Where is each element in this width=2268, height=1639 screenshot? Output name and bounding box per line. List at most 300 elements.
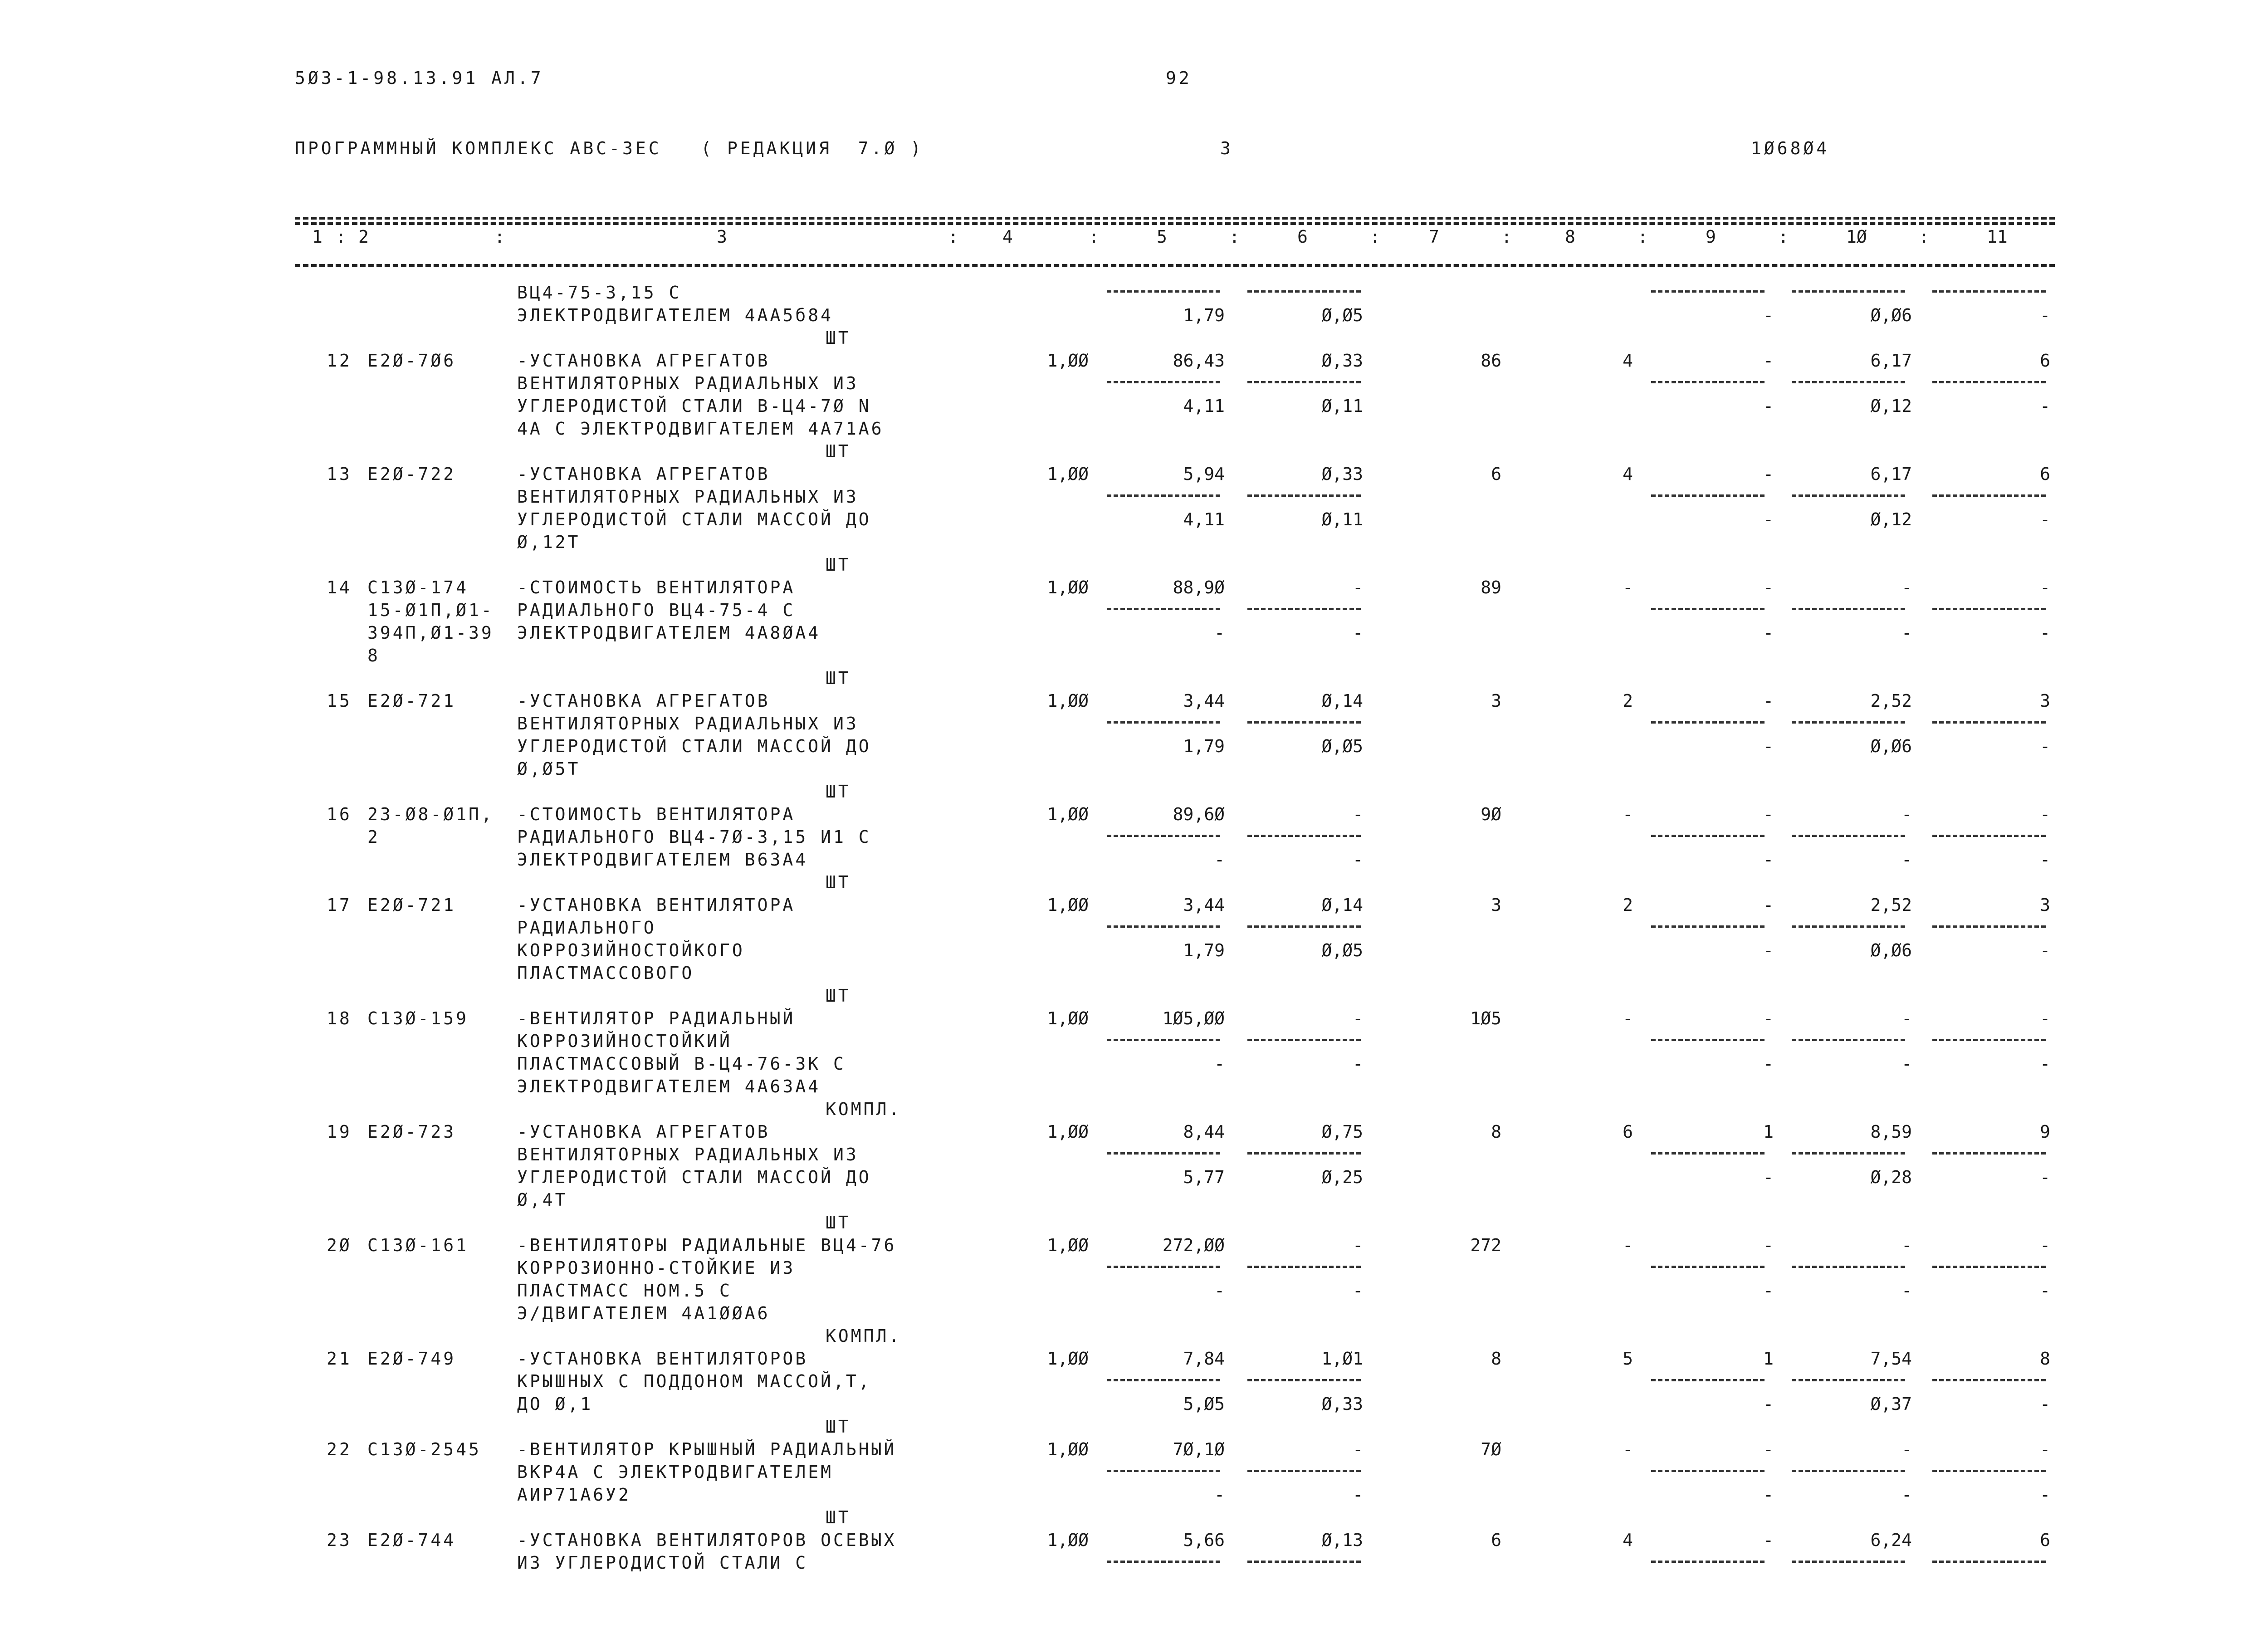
row-col6-b: Ø,25 bbox=[1321, 1167, 1363, 1187]
row-unit: ШТ bbox=[826, 986, 851, 1006]
column-separator: : bbox=[1501, 227, 1512, 247]
underline-rule bbox=[1651, 1470, 1765, 1472]
underline-rule bbox=[1247, 1266, 1361, 1268]
row-col10: 2,52 bbox=[1870, 691, 1912, 711]
row-col5: 89,6Ø bbox=[1173, 804, 1225, 824]
header-rule bbox=[295, 264, 2055, 267]
underline-rule bbox=[1107, 608, 1220, 610]
underline-rule bbox=[1247, 1039, 1361, 1041]
row-col7: 6 bbox=[1491, 1530, 1501, 1550]
row-col5-b: - bbox=[1214, 1485, 1225, 1505]
row-code: 2 bbox=[367, 827, 380, 847]
underline-rule bbox=[1651, 835, 1765, 837]
underline-rule bbox=[1651, 381, 1765, 383]
row-col6: Ø,33 bbox=[1321, 351, 1363, 371]
row-col5-b: - bbox=[1214, 623, 1225, 643]
underline-rule bbox=[1651, 290, 1765, 293]
underline-rule bbox=[1932, 835, 2046, 837]
row-col11-b: - bbox=[2040, 623, 2050, 643]
column-separator: : bbox=[1919, 227, 1929, 247]
column-separator: : bbox=[336, 227, 346, 247]
underline-rule bbox=[1107, 721, 1220, 724]
row-unit: ШТ bbox=[826, 872, 851, 892]
row-col5: 3,44 bbox=[1183, 691, 1225, 711]
column-header-8: 8 bbox=[1565, 227, 1575, 247]
row-col6-b: Ø,11 bbox=[1321, 509, 1363, 529]
column-separator: : bbox=[1778, 227, 1789, 247]
row-description: ИЗ УГЛЕРОДИСТОЙ СТАЛИ С bbox=[517, 1553, 808, 1573]
row-col6: Ø,14 bbox=[1321, 895, 1363, 915]
row-col4: 1,ØØ bbox=[1047, 1008, 1089, 1028]
row-description: ВЕНТИЛЯТОРНЫХ РАДИАЛЬНЫХ ИЗ bbox=[517, 714, 859, 734]
row-col5-b: 1,79 bbox=[1183, 736, 1225, 756]
row-col4: 1,ØØ bbox=[1047, 1439, 1089, 1459]
row-code: 394П,Ø1-39 bbox=[367, 623, 494, 643]
row-description: ВЕНТИЛЯТОРНЫХ РАДИАЛЬНЫХ ИЗ bbox=[517, 487, 859, 507]
row-col10-b: Ø,Ø6 bbox=[1870, 736, 1912, 756]
row-col9: - bbox=[1763, 691, 1774, 711]
row-col10-b: - bbox=[1901, 1485, 1912, 1505]
row-col9: - bbox=[1763, 804, 1774, 824]
row-number: 19 bbox=[327, 1122, 352, 1142]
row-col10: 2,52 bbox=[1870, 895, 1912, 915]
underline-rule bbox=[1107, 494, 1220, 497]
row-col7: 6 bbox=[1491, 464, 1501, 484]
row-col5-b: 4,11 bbox=[1183, 509, 1225, 529]
column-header-6: 6 bbox=[1297, 227, 1308, 247]
row-col5: 7,84 bbox=[1183, 1349, 1225, 1369]
column-separator: : bbox=[1089, 227, 1099, 247]
row-col8: - bbox=[1623, 577, 1633, 597]
row-col7: 8 bbox=[1491, 1349, 1501, 1369]
row-col6: - bbox=[1353, 1008, 1363, 1028]
row-col6: Ø,75 bbox=[1321, 1122, 1363, 1142]
row-description: -УСТАНОВКА ВЕНТИЛЯТОРОВ bbox=[517, 1349, 808, 1369]
underline-rule bbox=[1247, 608, 1361, 610]
underline-rule bbox=[1792, 1379, 1905, 1381]
row-description: Ø,12Т bbox=[517, 532, 581, 552]
underline-rule bbox=[1107, 1379, 1220, 1381]
carry-unit: ШТ bbox=[826, 328, 851, 348]
row-col6-b: Ø,33 bbox=[1321, 1394, 1363, 1414]
row-col6: - bbox=[1353, 1235, 1363, 1255]
row-code: Е2Ø-744 bbox=[367, 1530, 456, 1550]
row-col5: 3,44 bbox=[1183, 895, 1225, 915]
carry-col10-b: Ø,Ø6 bbox=[1870, 305, 1912, 325]
underline-rule bbox=[1792, 925, 1905, 928]
column-separator: : bbox=[494, 227, 505, 247]
row-code: С13Ø-174 bbox=[367, 577, 469, 597]
row-unit: ШТ bbox=[826, 782, 851, 802]
carry-col9-b: - bbox=[1763, 305, 1774, 325]
row-number: 12 bbox=[327, 351, 352, 371]
row-col7: 86 bbox=[1481, 351, 1501, 371]
underline-rule bbox=[1792, 721, 1905, 724]
underline-rule bbox=[1107, 290, 1220, 293]
row-description: РАДИАЛЬНОГО ВЦ4-75-4 С bbox=[517, 600, 796, 620]
underline-rule bbox=[1651, 1039, 1765, 1041]
underline-rule bbox=[1247, 1379, 1361, 1381]
row-description: ЭЛЕКТРОДВИГАТЕЛЕМ В63А4 bbox=[517, 850, 808, 870]
row-col6-b: Ø,11 bbox=[1321, 396, 1363, 416]
underline-rule bbox=[1932, 608, 2046, 610]
underline-rule bbox=[1932, 381, 2046, 383]
row-unit: ШТ bbox=[826, 1507, 851, 1527]
row-col9-b: - bbox=[1763, 940, 1774, 960]
row-col9: 1 bbox=[1763, 1122, 1774, 1142]
row-col5: 1Ø5,ØØ bbox=[1162, 1008, 1225, 1028]
row-col5-b: 1,79 bbox=[1183, 940, 1225, 960]
row-unit: КОМПЛ. bbox=[826, 1326, 902, 1346]
row-col11: - bbox=[2040, 1008, 2050, 1028]
row-col11: 9 bbox=[2040, 1122, 2050, 1142]
row-col5: 7Ø,1Ø bbox=[1173, 1439, 1225, 1459]
row-col7: 9Ø bbox=[1481, 804, 1501, 824]
row-number: 16 bbox=[327, 804, 352, 824]
underline-rule bbox=[1932, 1379, 2046, 1381]
row-col8: - bbox=[1623, 804, 1633, 824]
row-col10: 7,54 bbox=[1870, 1349, 1912, 1369]
underline-rule bbox=[1792, 1470, 1905, 1472]
row-description: ПЛАСТМАСС НОМ.5 С bbox=[517, 1281, 732, 1301]
row-col5-b: - bbox=[1214, 1054, 1225, 1074]
row-col11: 3 bbox=[2040, 691, 2050, 711]
row-description: РАДИАЛЬНОГО ВЦ4-7Ø-3,15 И1 С bbox=[517, 827, 871, 847]
underline-rule bbox=[1932, 1470, 2046, 1472]
row-col9: - bbox=[1763, 1439, 1774, 1459]
underline-rule bbox=[1932, 1266, 2046, 1268]
row-description: ВКР4А С ЭЛЕКТРОДВИГАТЕЛЕМ bbox=[517, 1462, 833, 1482]
row-code: 23-Ø8-Ø1П, bbox=[367, 804, 494, 824]
underline-rule bbox=[1651, 1561, 1765, 1563]
row-number: 2Ø bbox=[327, 1235, 352, 1255]
row-col11-b: - bbox=[2040, 396, 2050, 416]
column-header-1: 1 bbox=[312, 227, 323, 247]
row-col4: 1,ØØ bbox=[1047, 1530, 1089, 1550]
row-description: КОРРОЗИЙНОСТОЙКОГО bbox=[517, 940, 745, 960]
column-header-3: 3 bbox=[717, 227, 727, 247]
row-col11-b: - bbox=[2040, 1054, 2050, 1074]
row-code: С13Ø-2545 bbox=[367, 1439, 481, 1459]
row-description: -ВЕНТИЛЯТОРЫ РАДИАЛЬНЫЕ ВЦ4-76 bbox=[517, 1235, 897, 1255]
row-col11: 6 bbox=[2040, 351, 2050, 371]
section-number: 3 bbox=[1220, 138, 1233, 158]
row-col9: - bbox=[1763, 577, 1774, 597]
row-col10: - bbox=[1901, 1008, 1912, 1028]
underline-rule bbox=[1792, 1561, 1905, 1563]
row-col10: - bbox=[1901, 1235, 1912, 1255]
row-col11: 6 bbox=[2040, 464, 2050, 484]
underline-rule bbox=[1651, 1379, 1765, 1381]
column-header-10: 1Ø bbox=[1846, 227, 1867, 247]
row-number: 17 bbox=[327, 895, 352, 915]
row-col8: - bbox=[1623, 1008, 1633, 1028]
row-col7: 89 bbox=[1481, 577, 1501, 597]
page-number: 92 bbox=[1166, 68, 1192, 88]
row-col9-b: - bbox=[1763, 736, 1774, 756]
underline-rule bbox=[1247, 1470, 1361, 1472]
row-code: С13Ø-159 bbox=[367, 1008, 469, 1028]
row-col5-b: - bbox=[1214, 850, 1225, 870]
row-code: Е2Ø-7Ø6 bbox=[367, 351, 456, 371]
underline-rule bbox=[1932, 1039, 2046, 1041]
underline-rule bbox=[1651, 608, 1765, 610]
row-col9-b: - bbox=[1763, 1054, 1774, 1074]
row-col5: 8,44 bbox=[1183, 1122, 1225, 1142]
row-col8: 4 bbox=[1623, 464, 1633, 484]
carry-desc-line: ЭЛЕКТРОДВИГАТЕЛЕМ 4АА5б84 bbox=[517, 305, 833, 325]
row-col11: 3 bbox=[2040, 895, 2050, 915]
row-col4: 1,ØØ bbox=[1047, 691, 1089, 711]
row-description: ДО Ø,1 bbox=[517, 1394, 593, 1414]
row-code: Е2Ø-721 bbox=[367, 895, 456, 915]
row-col6-b: - bbox=[1353, 850, 1363, 870]
row-col7: 1Ø5 bbox=[1470, 1008, 1501, 1028]
row-col10: - bbox=[1901, 804, 1912, 824]
row-col4: 1,ØØ bbox=[1047, 464, 1089, 484]
underline-rule bbox=[1247, 925, 1361, 928]
row-description: -УСТАНОВКА АГРЕГАТОВ bbox=[517, 1122, 770, 1142]
underline-rule bbox=[1247, 721, 1361, 724]
row-code: Е2Ø-749 bbox=[367, 1349, 456, 1369]
row-col9-b: - bbox=[1763, 1485, 1774, 1505]
column-header-11: 11 bbox=[1987, 227, 2008, 247]
underline-rule bbox=[1107, 1561, 1220, 1563]
row-description: РАДИАЛЬНОГО bbox=[517, 918, 656, 938]
row-description: КОРРОЗИОННО-СТОЙКИЕ ИЗ bbox=[517, 1258, 796, 1278]
row-col8: 4 bbox=[1623, 1530, 1633, 1550]
carry-col5-b: 1,79 bbox=[1183, 305, 1225, 325]
row-code: Е2Ø-723 bbox=[367, 1122, 456, 1142]
row-number: 23 bbox=[327, 1530, 352, 1550]
underline-rule bbox=[1932, 1561, 2046, 1563]
row-col7: 3 bbox=[1491, 691, 1501, 711]
top-rule bbox=[295, 217, 2055, 220]
underline-rule bbox=[1107, 1152, 1220, 1155]
row-col10-b: - bbox=[1901, 623, 1912, 643]
row-col6: Ø,33 bbox=[1321, 464, 1363, 484]
row-col8: 5 bbox=[1623, 1349, 1633, 1369]
underline-rule bbox=[1247, 381, 1361, 383]
row-col9-b: - bbox=[1763, 396, 1774, 416]
row-code: 15-Ø1П,Ø1- bbox=[367, 600, 494, 620]
underline-rule bbox=[1651, 925, 1765, 928]
underline-rule bbox=[1107, 1039, 1220, 1041]
row-col6-b: - bbox=[1353, 1485, 1363, 1505]
row-description: -УСТАНОВКА АГРЕГАТОВ bbox=[517, 351, 770, 371]
row-description: ВЕНТИЛЯТОРНЫХ РАДИАЛЬНЫХ ИЗ bbox=[517, 1145, 859, 1164]
underline-rule bbox=[1651, 494, 1765, 497]
column-header-7: 7 bbox=[1429, 227, 1439, 247]
row-description: ЭЛЕКТРОДВИГАТЕЛЕМ 4А8ØА4 bbox=[517, 623, 821, 643]
row-col10: 8,59 bbox=[1870, 1122, 1912, 1142]
row-description: -УСТАНОВКА ВЕНТИЛЯТОРА bbox=[517, 895, 796, 915]
row-col7: 8 bbox=[1491, 1122, 1501, 1142]
carry-desc-line: ВЦ4-75-3,15 С bbox=[517, 283, 682, 303]
row-col6: - bbox=[1353, 577, 1363, 597]
underline-rule bbox=[1792, 290, 1905, 293]
row-col11-b: - bbox=[2040, 1167, 2050, 1187]
row-col10-b: Ø,37 bbox=[1870, 1394, 1912, 1414]
column-separator: : bbox=[1637, 227, 1648, 247]
underline-rule bbox=[1792, 381, 1905, 383]
row-col8: 2 bbox=[1623, 691, 1633, 711]
row-col8: 2 bbox=[1623, 895, 1633, 915]
underline-rule bbox=[1107, 1470, 1220, 1472]
row-col8: - bbox=[1623, 1439, 1633, 1459]
row-col4: 1,ØØ bbox=[1047, 577, 1089, 597]
row-description: -СТОИМОСТЬ ВЕНТИЛЯТОРА bbox=[517, 804, 796, 824]
row-col11: 8 bbox=[2040, 1349, 2050, 1369]
row-col11-b: - bbox=[2040, 509, 2050, 529]
underline-rule bbox=[1792, 494, 1905, 497]
row-number: 22 bbox=[327, 1439, 352, 1459]
carry-col6-b: Ø,Ø5 bbox=[1321, 305, 1363, 325]
row-description: УГЛЕРОДИСТОЙ СТАЛИ МАССОЙ ДО bbox=[517, 509, 871, 529]
row-number: 18 bbox=[327, 1008, 352, 1028]
column-header-4: 4 bbox=[1002, 227, 1013, 247]
row-col11: - bbox=[2040, 1439, 2050, 1459]
row-col6: Ø,14 bbox=[1321, 691, 1363, 711]
row-col9: - bbox=[1763, 351, 1774, 371]
row-number: 14 bbox=[327, 577, 352, 597]
row-col7: 272 bbox=[1470, 1235, 1501, 1255]
row-col10: 6,24 bbox=[1870, 1530, 1912, 1550]
row-col6-b: Ø,Ø5 bbox=[1321, 736, 1363, 756]
row-col5: 88,9Ø bbox=[1173, 577, 1225, 597]
row-description: УГЛЕРОДИСТОЙ СТАЛИ В-Ц4-7Ø N bbox=[517, 396, 871, 416]
row-description: АИР71А6У2 bbox=[517, 1485, 631, 1505]
row-col6-b: - bbox=[1353, 1054, 1363, 1074]
row-col8: - bbox=[1623, 1235, 1633, 1255]
row-col6-b: - bbox=[1353, 1281, 1363, 1301]
row-description: -УСТАНОВКА АГРЕГАТОВ bbox=[517, 691, 770, 711]
row-col11-b: - bbox=[2040, 736, 2050, 756]
row-col11-b: - bbox=[2040, 850, 2050, 870]
underline-rule bbox=[1107, 1266, 1220, 1268]
row-number: 21 bbox=[327, 1349, 352, 1369]
row-col5: 5,66 bbox=[1183, 1530, 1225, 1550]
underline-rule bbox=[1247, 1152, 1361, 1155]
row-col9-b: - bbox=[1763, 509, 1774, 529]
underline-rule bbox=[1792, 608, 1905, 610]
row-col10: 6,17 bbox=[1870, 464, 1912, 484]
row-col10: 6,17 bbox=[1870, 351, 1912, 371]
row-description: КОРРОЗИЙНОСТОЙКИЙ bbox=[517, 1031, 732, 1051]
row-code: Е2Ø-722 bbox=[367, 464, 456, 484]
row-col4: 1,ØØ bbox=[1047, 1235, 1089, 1255]
row-description: УГЛЕРОДИСТОЙ СТАЛИ МАССОЙ ДО bbox=[517, 736, 871, 756]
row-col10-b: - bbox=[1901, 1281, 1912, 1301]
column-separator: : bbox=[948, 227, 958, 247]
underline-rule bbox=[1932, 721, 2046, 724]
row-col10-b: Ø,Ø6 bbox=[1870, 940, 1912, 960]
row-col10-b: - bbox=[1901, 850, 1912, 870]
row-description: 4А С ЭЛЕКТРОДВИГАТЕЛЕМ 4А71А6 bbox=[517, 419, 884, 439]
row-col9-b: - bbox=[1763, 1167, 1774, 1187]
row-col6: 1,Ø1 bbox=[1321, 1349, 1363, 1369]
underline-rule bbox=[1247, 1561, 1361, 1563]
row-col10: - bbox=[1901, 577, 1912, 597]
row-unit: ШТ bbox=[826, 555, 851, 575]
row-col10-b: - bbox=[1901, 1054, 1912, 1074]
row-code: Е2Ø-721 bbox=[367, 691, 456, 711]
underline-rule bbox=[1792, 1152, 1905, 1155]
column-separator: : bbox=[1229, 227, 1240, 247]
row-col5-b: 4,11 bbox=[1183, 396, 1225, 416]
row-description: Э/ДВИГАТЕЛЕМ 4А1ØØА6 bbox=[517, 1303, 770, 1323]
row-description: КРЫШНЫХ С ПОДДОНОМ МАССОЙ,Т, bbox=[517, 1371, 871, 1391]
row-unit: КОМПЛ. bbox=[826, 1099, 902, 1119]
row-col11-b: - bbox=[2040, 1281, 2050, 1301]
row-description: ВЕНТИЛЯТОРНЫХ РАДИАЛЬНЫХ ИЗ bbox=[517, 373, 859, 393]
row-col7: 7Ø bbox=[1481, 1439, 1501, 1459]
row-unit: ШТ bbox=[826, 441, 851, 461]
row-col9-b: - bbox=[1763, 623, 1774, 643]
row-col9: - bbox=[1763, 1235, 1774, 1255]
row-col8: 6 bbox=[1623, 1122, 1633, 1142]
column-header bbox=[295, 227, 2055, 254]
row-col4: 1,ØØ bbox=[1047, 804, 1089, 824]
underline-rule bbox=[1792, 1266, 1905, 1268]
row-col6: - bbox=[1353, 1439, 1363, 1459]
column-header-2: 2 bbox=[358, 227, 369, 247]
row-col9: - bbox=[1763, 1530, 1774, 1550]
row-description: -ВЕНТИЛЯТОР КРЫШНЫЙ РАДИАЛЬНЫЙ bbox=[517, 1439, 897, 1459]
top-rule-2 bbox=[295, 222, 2055, 225]
underline-rule bbox=[1107, 835, 1220, 837]
underline-rule bbox=[1792, 835, 1905, 837]
row-col5: 5,94 bbox=[1183, 464, 1225, 484]
row-col9-b: - bbox=[1763, 850, 1774, 870]
row-col10-b: Ø,12 bbox=[1870, 509, 1912, 529]
row-description: ЭЛЕКТРОДВИГАТЕЛЕМ 4А63А4 bbox=[517, 1076, 821, 1096]
underline-rule bbox=[1247, 835, 1361, 837]
row-col7: 3 bbox=[1491, 895, 1501, 915]
column-header-5: 5 bbox=[1157, 227, 1167, 247]
doc-code: 1Ø68Ø4 bbox=[1751, 138, 1830, 158]
underline-rule bbox=[1932, 925, 2046, 928]
underline-rule bbox=[1651, 1266, 1765, 1268]
row-col6-b: Ø,Ø5 bbox=[1321, 940, 1363, 960]
row-col8: 4 bbox=[1623, 351, 1633, 371]
row-col6: - bbox=[1353, 804, 1363, 824]
row-col9: - bbox=[1763, 464, 1774, 484]
underline-rule bbox=[1932, 290, 2046, 293]
row-col4: 1,ØØ bbox=[1047, 1349, 1089, 1369]
row-col11: - bbox=[2040, 804, 2050, 824]
row-col4: 1,ØØ bbox=[1047, 895, 1089, 915]
row-col11-b: - bbox=[2040, 1394, 2050, 1414]
doc-ref: 5Ø3-1-98.13.91 АЛ.7 bbox=[295, 68, 544, 88]
row-description: ПЛАСТМАССОВОГО bbox=[517, 963, 694, 983]
row-col6-b: - bbox=[1353, 623, 1363, 643]
underline-rule bbox=[1247, 290, 1361, 293]
row-col4: 1,ØØ bbox=[1047, 351, 1089, 371]
underline-rule bbox=[1651, 1152, 1765, 1155]
row-code: С13Ø-161 bbox=[367, 1235, 469, 1255]
row-description: -УСТАНОВКА ВЕНТИЛЯТОРОВ ОСЕВЫХ bbox=[517, 1530, 897, 1550]
row-col9: - bbox=[1763, 1008, 1774, 1028]
row-col5-b: - bbox=[1214, 1281, 1225, 1301]
row-col4: 1,ØØ bbox=[1047, 1122, 1089, 1142]
row-col5: 272,ØØ bbox=[1162, 1235, 1225, 1255]
row-description: -СТОИМОСТЬ ВЕНТИЛЯТОРА bbox=[517, 577, 796, 597]
row-unit: ШТ bbox=[826, 668, 851, 688]
row-col10-b: Ø,12 bbox=[1870, 396, 1912, 416]
row-description: УГЛЕРОДИСТОЙ СТАЛИ МАССОЙ ДО bbox=[517, 1167, 871, 1187]
underline-rule bbox=[1107, 381, 1220, 383]
